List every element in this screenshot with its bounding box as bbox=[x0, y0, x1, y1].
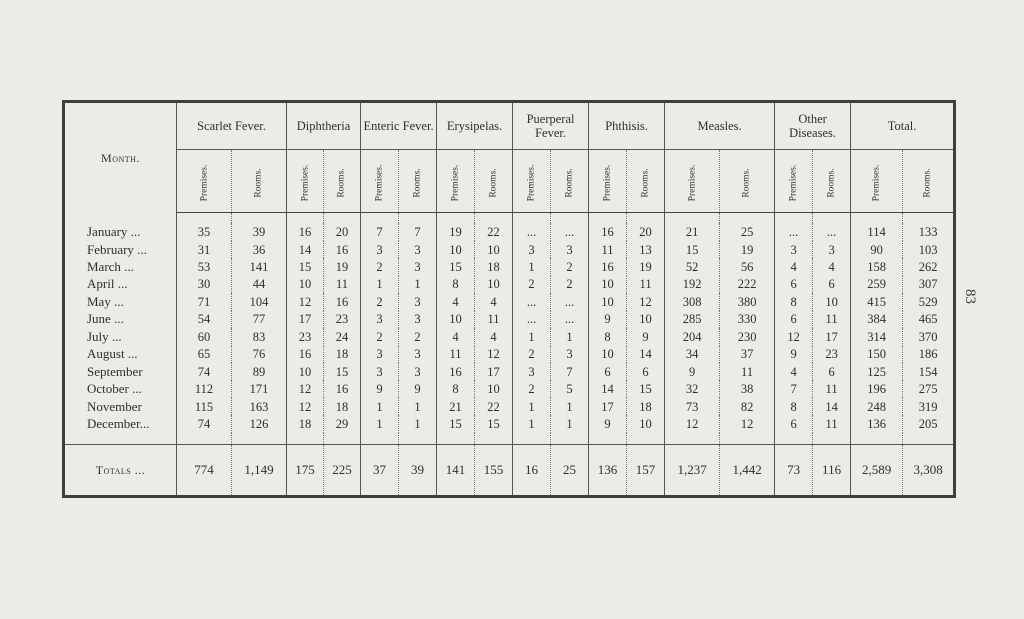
value-cell: 36 bbox=[232, 241, 287, 258]
value-cell: 18 bbox=[627, 398, 665, 415]
value-cell: 307 bbox=[903, 276, 955, 293]
table-row bbox=[64, 311, 955, 328]
totals-label: Totals ... bbox=[64, 445, 177, 497]
value-cell: 14 bbox=[627, 346, 665, 363]
sub-header-rooms: Rooms. bbox=[627, 150, 665, 213]
sub-header-premises: Premises. bbox=[775, 150, 813, 213]
value-cell: 133 bbox=[903, 223, 955, 240]
value-cell: 13 bbox=[627, 241, 665, 258]
value-cell: 4 bbox=[813, 258, 851, 275]
table-row bbox=[64, 328, 955, 345]
value-cell: 4 bbox=[775, 258, 813, 275]
group-header-enteric-fever: Enteric Fever. bbox=[361, 102, 437, 150]
value-cell: 136 bbox=[851, 415, 903, 432]
sub-header-rooms: Rooms. bbox=[551, 150, 589, 213]
value-cell: 16 bbox=[437, 363, 475, 380]
group-header-measles: Measles. bbox=[665, 102, 775, 150]
group-header-puerperal-fever: Puerperal Fever. bbox=[513, 102, 589, 150]
value-cell: 115 bbox=[177, 398, 232, 415]
value-cell: 90 bbox=[851, 241, 903, 258]
total-cell: 136 bbox=[589, 445, 627, 497]
group-header-total: Total. bbox=[851, 102, 955, 150]
value-cell: 39 bbox=[232, 223, 287, 240]
value-cell: 259 bbox=[851, 276, 903, 293]
value-cell: 11 bbox=[475, 311, 513, 328]
value-cell: 82 bbox=[720, 398, 775, 415]
value-cell: 3 bbox=[813, 241, 851, 258]
value-cell: 20 bbox=[627, 223, 665, 240]
value-cell: 9 bbox=[589, 415, 627, 432]
value-cell: 230 bbox=[720, 328, 775, 345]
value-cell: 308 bbox=[665, 293, 720, 310]
value-cell: 17 bbox=[813, 328, 851, 345]
value-cell: 104 bbox=[232, 293, 287, 310]
value-cell: 319 bbox=[903, 398, 955, 415]
value-cell: 53 bbox=[177, 258, 232, 275]
sub-header-rooms: Rooms. bbox=[399, 150, 437, 213]
value-cell: 17 bbox=[475, 363, 513, 380]
value-cell: 34 bbox=[665, 346, 720, 363]
group-header-other-diseases: Other Diseases. bbox=[775, 102, 851, 150]
value-cell: 4 bbox=[475, 328, 513, 345]
value-cell: 3 bbox=[399, 241, 437, 258]
value-cell: 10 bbox=[627, 415, 665, 432]
value-cell: 285 bbox=[665, 311, 720, 328]
value-cell: 9 bbox=[627, 328, 665, 345]
value-cell: 2 bbox=[361, 293, 399, 310]
value-cell: 2 bbox=[551, 276, 589, 293]
value-cell: 8 bbox=[437, 380, 475, 397]
value-cell: 10 bbox=[437, 241, 475, 258]
value-cell: 56 bbox=[720, 258, 775, 275]
value-cell: 52 bbox=[665, 258, 720, 275]
value-cell: 25 bbox=[720, 223, 775, 240]
sub-header-premises: Premises. bbox=[437, 150, 475, 213]
value-cell: 15 bbox=[287, 258, 324, 275]
value-cell: 4 bbox=[475, 293, 513, 310]
value-cell: 3 bbox=[513, 363, 551, 380]
sub-header-rooms: Rooms. bbox=[903, 150, 955, 213]
value-cell: 150 bbox=[851, 346, 903, 363]
value-cell: 1 bbox=[513, 398, 551, 415]
group-header-phthisis: Phthisis. bbox=[589, 102, 665, 150]
value-cell: 12 bbox=[775, 328, 813, 345]
value-cell: 11 bbox=[437, 346, 475, 363]
value-cell: 2 bbox=[513, 380, 551, 397]
value-cell: 11 bbox=[813, 415, 851, 432]
month-cell: May ... bbox=[87, 293, 124, 309]
page-number: 83 bbox=[962, 289, 978, 304]
value-cell: 12 bbox=[287, 398, 324, 415]
value-cell: 11 bbox=[324, 276, 361, 293]
value-cell: 17 bbox=[287, 311, 324, 328]
value-cell: 10 bbox=[287, 363, 324, 380]
value-cell: 21 bbox=[665, 223, 720, 240]
total-cell: 225 bbox=[324, 445, 361, 497]
value-cell: 31 bbox=[177, 241, 232, 258]
table-row bbox=[64, 346, 955, 363]
month-cell: July ... bbox=[87, 328, 122, 344]
total-cell: 25 bbox=[551, 445, 589, 497]
value-cell: 8 bbox=[437, 276, 475, 293]
value-cell: 9 bbox=[589, 311, 627, 328]
value-cell: 1 bbox=[513, 258, 551, 275]
value-cell: 10 bbox=[287, 276, 324, 293]
value-cell: 9 bbox=[775, 346, 813, 363]
value-cell: ... bbox=[551, 223, 589, 240]
table-row bbox=[64, 223, 955, 240]
value-cell: 10 bbox=[589, 346, 627, 363]
value-cell: 3 bbox=[361, 346, 399, 363]
value-cell: 1 bbox=[399, 276, 437, 293]
sub-header-premises: Premises. bbox=[851, 150, 903, 213]
value-cell: 9 bbox=[665, 363, 720, 380]
value-cell: 7 bbox=[399, 223, 437, 240]
value-cell: 1 bbox=[361, 276, 399, 293]
value-cell: 37 bbox=[720, 346, 775, 363]
value-cell: 83 bbox=[232, 328, 287, 345]
value-cell: 12 bbox=[665, 415, 720, 432]
total-cell: 155 bbox=[475, 445, 513, 497]
value-cell: 30 bbox=[177, 276, 232, 293]
value-cell: 380 bbox=[720, 293, 775, 310]
value-cell: 141 bbox=[232, 258, 287, 275]
value-cell: 10 bbox=[475, 276, 513, 293]
value-cell: 74 bbox=[177, 415, 232, 432]
sub-header-premises: Premises. bbox=[665, 150, 720, 213]
value-cell: 248 bbox=[851, 398, 903, 415]
value-cell: 14 bbox=[287, 241, 324, 258]
value-cell: 370 bbox=[903, 328, 955, 345]
value-cell: 158 bbox=[851, 258, 903, 275]
month-cell: February ... bbox=[87, 241, 147, 257]
total-cell: 1,442 bbox=[720, 445, 775, 497]
value-cell: 12 bbox=[627, 293, 665, 310]
value-cell: 23 bbox=[324, 311, 361, 328]
value-cell: 10 bbox=[589, 293, 627, 310]
value-cell: ... bbox=[551, 311, 589, 328]
month-cell: June ... bbox=[87, 311, 124, 327]
value-cell: 20 bbox=[324, 223, 361, 240]
value-cell: 1 bbox=[513, 415, 551, 432]
value-cell: 8 bbox=[775, 398, 813, 415]
value-cell: 186 bbox=[903, 346, 955, 363]
value-cell: 2 bbox=[551, 258, 589, 275]
value-cell: 3 bbox=[361, 363, 399, 380]
value-cell: 465 bbox=[903, 311, 955, 328]
month-cell: October ... bbox=[87, 381, 142, 397]
value-cell: 3 bbox=[775, 241, 813, 258]
value-cell: 22 bbox=[475, 398, 513, 415]
value-cell: 19 bbox=[720, 241, 775, 258]
value-cell: 1 bbox=[361, 398, 399, 415]
value-cell: 12 bbox=[720, 415, 775, 432]
value-cell: 21 bbox=[437, 398, 475, 415]
value-cell: 205 bbox=[903, 415, 955, 432]
sub-header-premises: Premises. bbox=[177, 150, 232, 213]
total-cell: 3,308 bbox=[903, 445, 955, 497]
totals-row bbox=[64, 445, 955, 497]
value-cell: 18 bbox=[324, 398, 361, 415]
month-cell: December... bbox=[87, 416, 150, 432]
value-cell: 4 bbox=[775, 363, 813, 380]
value-cell: 76 bbox=[232, 346, 287, 363]
value-cell: 35 bbox=[177, 223, 232, 240]
month-header: Month. bbox=[101, 150, 140, 165]
value-cell: 1 bbox=[551, 398, 589, 415]
month-cell: November bbox=[87, 398, 142, 414]
value-cell: 4 bbox=[437, 293, 475, 310]
sub-header-rooms: Rooms. bbox=[720, 150, 775, 213]
value-cell: 16 bbox=[324, 380, 361, 397]
value-cell: 23 bbox=[287, 328, 324, 345]
spacer-row bbox=[64, 213, 955, 224]
value-cell: 6 bbox=[813, 276, 851, 293]
value-cell: 3 bbox=[399, 363, 437, 380]
value-cell: 330 bbox=[720, 311, 775, 328]
value-cell: 12 bbox=[287, 380, 324, 397]
spacer-row bbox=[64, 433, 955, 445]
value-cell: 7 bbox=[551, 363, 589, 380]
value-cell: 262 bbox=[903, 258, 955, 275]
sub-header-rooms: Rooms. bbox=[475, 150, 513, 213]
value-cell: 1 bbox=[361, 415, 399, 432]
value-cell: 12 bbox=[287, 293, 324, 310]
value-cell: 23 bbox=[813, 346, 851, 363]
value-cell: 10 bbox=[475, 380, 513, 397]
sub-header-premises: Premises. bbox=[513, 150, 551, 213]
value-cell: 6 bbox=[775, 311, 813, 328]
value-cell: 9 bbox=[361, 380, 399, 397]
value-cell: 204 bbox=[665, 328, 720, 345]
total-cell: 2,589 bbox=[851, 445, 903, 497]
sub-header-premises: Premises. bbox=[589, 150, 627, 213]
value-cell: 11 bbox=[627, 276, 665, 293]
value-cell: 11 bbox=[720, 363, 775, 380]
value-cell: 529 bbox=[903, 293, 955, 310]
value-cell: 10 bbox=[437, 311, 475, 328]
value-cell: 3 bbox=[551, 241, 589, 258]
value-cell: 11 bbox=[589, 241, 627, 258]
total-cell: 175 bbox=[287, 445, 324, 497]
value-cell: 60 bbox=[177, 328, 232, 345]
total-cell: 116 bbox=[813, 445, 851, 497]
value-cell: 196 bbox=[851, 380, 903, 397]
table-row bbox=[64, 276, 955, 293]
value-cell: 18 bbox=[475, 258, 513, 275]
total-cell: 157 bbox=[627, 445, 665, 497]
total-cell: 141 bbox=[437, 445, 475, 497]
value-cell: 15 bbox=[475, 415, 513, 432]
sub-header-row bbox=[64, 150, 955, 213]
value-cell: 6 bbox=[813, 363, 851, 380]
table-row bbox=[64, 398, 955, 415]
value-cell: 24 bbox=[324, 328, 361, 345]
value-cell: 275 bbox=[903, 380, 955, 397]
value-cell: 22 bbox=[475, 223, 513, 240]
group-header-diphtheria: Diphtheria bbox=[287, 102, 361, 150]
table-row bbox=[64, 363, 955, 380]
value-cell: 7 bbox=[775, 380, 813, 397]
value-cell: 11 bbox=[813, 311, 851, 328]
value-cell: 114 bbox=[851, 223, 903, 240]
value-cell: 19 bbox=[437, 223, 475, 240]
value-cell: ... bbox=[513, 311, 551, 328]
value-cell: 8 bbox=[775, 293, 813, 310]
total-cell: 774 bbox=[177, 445, 232, 497]
value-cell: 3 bbox=[399, 258, 437, 275]
value-cell: 29 bbox=[324, 415, 361, 432]
sub-header-rooms: Rooms. bbox=[232, 150, 287, 213]
value-cell: 10 bbox=[475, 241, 513, 258]
value-cell: 1 bbox=[551, 415, 589, 432]
total-cell: 1,149 bbox=[232, 445, 287, 497]
value-cell: 8 bbox=[589, 328, 627, 345]
monthly-disease-table bbox=[62, 100, 956, 498]
value-cell: 16 bbox=[589, 258, 627, 275]
value-cell: 10 bbox=[627, 311, 665, 328]
value-cell: 15 bbox=[627, 380, 665, 397]
value-cell: 3 bbox=[399, 311, 437, 328]
value-cell: 3 bbox=[551, 346, 589, 363]
value-cell: 54 bbox=[177, 311, 232, 328]
table-row bbox=[64, 415, 955, 432]
value-cell: 16 bbox=[589, 223, 627, 240]
month-cell: March ... bbox=[87, 258, 134, 274]
value-cell: 74 bbox=[177, 363, 232, 380]
value-cell: 10 bbox=[813, 293, 851, 310]
value-cell: 222 bbox=[720, 276, 775, 293]
value-cell: ... bbox=[513, 293, 551, 310]
value-cell: 1 bbox=[551, 328, 589, 345]
total-cell: 1,237 bbox=[665, 445, 720, 497]
total-cell: 16 bbox=[513, 445, 551, 497]
table-row bbox=[64, 241, 955, 258]
total-cell: 37 bbox=[361, 445, 399, 497]
value-cell: 19 bbox=[627, 258, 665, 275]
total-cell: 39 bbox=[399, 445, 437, 497]
value-cell: 4 bbox=[437, 328, 475, 345]
value-cell: 103 bbox=[903, 241, 955, 258]
value-cell: 15 bbox=[437, 415, 475, 432]
total-cell: 73 bbox=[775, 445, 813, 497]
value-cell: ... bbox=[551, 293, 589, 310]
value-cell: 112 bbox=[177, 380, 232, 397]
value-cell: 44 bbox=[232, 276, 287, 293]
value-cell: 6 bbox=[775, 415, 813, 432]
sub-header-premises: Premises. bbox=[287, 150, 324, 213]
value-cell: ... bbox=[513, 223, 551, 240]
group-header-row bbox=[64, 102, 955, 150]
sub-header-premises: Premises. bbox=[361, 150, 399, 213]
value-cell: 415 bbox=[851, 293, 903, 310]
value-cell: 3 bbox=[361, 311, 399, 328]
value-cell: 16 bbox=[324, 293, 361, 310]
value-cell: 125 bbox=[851, 363, 903, 380]
month-cell: April ... bbox=[87, 276, 128, 292]
value-cell: 77 bbox=[232, 311, 287, 328]
table-row bbox=[64, 293, 955, 310]
month-cell: January ... bbox=[87, 224, 141, 240]
value-cell: 17 bbox=[589, 398, 627, 415]
value-cell: ... bbox=[813, 223, 851, 240]
value-cell: 2 bbox=[361, 258, 399, 275]
value-cell: 6 bbox=[589, 363, 627, 380]
value-cell: 15 bbox=[665, 241, 720, 258]
value-cell: ... bbox=[775, 223, 813, 240]
value-cell: 71 bbox=[177, 293, 232, 310]
sub-header-rooms: Rooms. bbox=[324, 150, 361, 213]
value-cell: 73 bbox=[665, 398, 720, 415]
value-cell: 6 bbox=[775, 276, 813, 293]
value-cell: 15 bbox=[437, 258, 475, 275]
value-cell: 89 bbox=[232, 363, 287, 380]
value-cell: 14 bbox=[589, 380, 627, 397]
value-cell: 10 bbox=[589, 276, 627, 293]
month-cell: September bbox=[87, 363, 143, 379]
value-cell: 3 bbox=[513, 241, 551, 258]
value-cell: 2 bbox=[513, 346, 551, 363]
value-cell: 16 bbox=[287, 223, 324, 240]
value-cell: 2 bbox=[513, 276, 551, 293]
value-cell: 32 bbox=[665, 380, 720, 397]
value-cell: 16 bbox=[324, 241, 361, 258]
value-cell: 126 bbox=[232, 415, 287, 432]
value-cell: 16 bbox=[287, 346, 324, 363]
value-cell: 1 bbox=[399, 415, 437, 432]
value-cell: 11 bbox=[813, 380, 851, 397]
value-cell: 2 bbox=[361, 328, 399, 345]
value-cell: 38 bbox=[720, 380, 775, 397]
group-header-erysipelas: Erysipelas. bbox=[437, 102, 513, 150]
value-cell: 171 bbox=[232, 380, 287, 397]
table-row bbox=[64, 258, 955, 275]
value-cell: 12 bbox=[475, 346, 513, 363]
value-cell: 314 bbox=[851, 328, 903, 345]
value-cell: 1 bbox=[513, 328, 551, 345]
value-cell: 9 bbox=[399, 380, 437, 397]
value-cell: 1 bbox=[399, 398, 437, 415]
value-cell: 384 bbox=[851, 311, 903, 328]
value-cell: 154 bbox=[903, 363, 955, 380]
value-cell: 3 bbox=[399, 346, 437, 363]
group-header-scarlet-fever: Scarlet Fever. bbox=[177, 102, 287, 150]
value-cell: 18 bbox=[287, 415, 324, 432]
value-cell: 3 bbox=[399, 293, 437, 310]
sub-header-rooms: Rooms. bbox=[813, 150, 851, 213]
value-cell: 6 bbox=[627, 363, 665, 380]
value-cell: 15 bbox=[324, 363, 361, 380]
value-cell: 19 bbox=[324, 258, 361, 275]
value-cell: 3 bbox=[361, 241, 399, 258]
value-cell: 18 bbox=[324, 346, 361, 363]
value-cell: 14 bbox=[813, 398, 851, 415]
value-cell: 7 bbox=[361, 223, 399, 240]
value-cell: 5 bbox=[551, 380, 589, 397]
value-cell: 2 bbox=[399, 328, 437, 345]
value-cell: 65 bbox=[177, 346, 232, 363]
table-row bbox=[64, 380, 955, 397]
value-cell: 163 bbox=[232, 398, 287, 415]
value-cell: 192 bbox=[665, 276, 720, 293]
month-cell: August ... bbox=[87, 346, 138, 362]
